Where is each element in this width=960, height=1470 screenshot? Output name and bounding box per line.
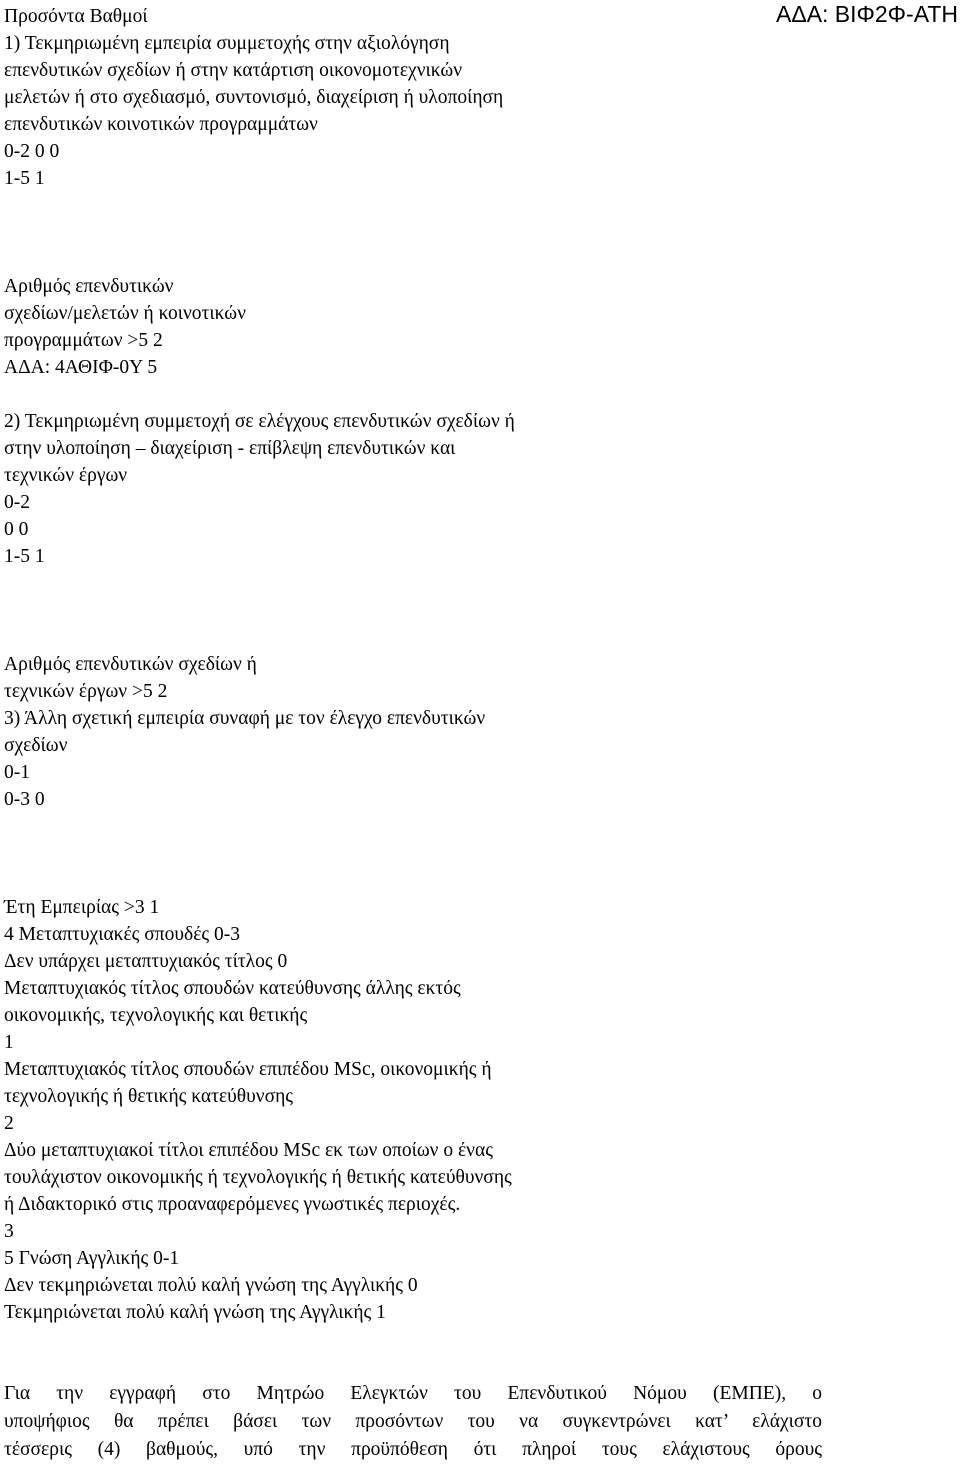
score-line: 0-2	[4, 492, 30, 513]
score-line: τεχνικών έργων >5 2	[4, 681, 168, 702]
text-line: Μεταπτυχιακός τίτλος σπουδών επιπέδου MSc, οικονομικής ή	[4, 1059, 492, 1080]
paragraph-line: Για την εγγραφή στο Μητρώο Ελεγκτών του Επενδυτικού Νόμου (ΕΜΠΕ), ο	[4, 1383, 822, 1404]
text-line: Αριθμός επενδυτικών	[4, 276, 174, 297]
text-line: 4 Μεταπτυχιακές σπουδές 0-3	[4, 924, 240, 945]
score-line: 1-5 1	[4, 546, 45, 567]
text-line: στην υλοποίηση – διαχείριση - επίβλεψη επενδυτικών και	[4, 438, 456, 459]
ada-line: ΑΔΑ: 4ΑΘΙΦ-0Υ 5	[4, 357, 158, 378]
text-line: τεχνολογικής ή θετικής κατεύθυνσης	[4, 1086, 294, 1107]
text-line: Αριθμός επενδυτικών σχεδίων ή	[4, 654, 257, 675]
score-line: Τεκμηριώνεται πολύ καλή γνώση της Αγγλικής 1	[4, 1302, 386, 1323]
score-line: 0-2 0 0	[4, 141, 60, 162]
score-line: 0 0	[4, 519, 29, 540]
text-line: επενδυτικών κοινοτικών προγραμμάτων	[4, 114, 318, 135]
table-header-line: Προσόντα Βαθμοί	[4, 6, 148, 27]
text-line: οικονομικής, τεχνολογικής και θετικής	[4, 1005, 308, 1026]
text-line: τουλάχιστον οικονομικής ή τεχνολογικής ή θετικής κατεύθυνσης	[4, 1167, 512, 1188]
score-line: 1-5 1	[4, 168, 45, 189]
ada-code: ΑΔΑ: ΒΙΦ2Φ-ΑΤΗ	[775, 1, 958, 27]
score-line: 0-1	[4, 762, 30, 783]
score-line: Δεν τεκμηριώνεται πολύ καλή γνώση της Αγγλικής 0	[4, 1275, 418, 1296]
score-line: προγραμμάτων >5 2	[4, 330, 163, 351]
text-line: 1) Τεκμηριωμένη εμπειρία συμμετοχής στην αξιολόγηση	[4, 33, 450, 54]
score-line: 2	[4, 1113, 14, 1134]
paragraph-line: τέσσερις (4) βαθμούς, υπό την προϋπόθεση ότι πληροί τους ελάχιστους όρους	[4, 1439, 822, 1460]
text-line: τεχνικών έργων	[4, 465, 128, 486]
text-line: επενδυτικών σχεδίων ή στην κατάρτιση οικονομοτεχνικών	[4, 60, 463, 81]
text-line: Μεταπτυχιακός τίτλος σπουδών κατεύθυνσης άλλης εκτός	[4, 978, 461, 999]
score-line: Δεν υπάρχει μεταπτυχιακός τίτλος 0	[4, 951, 288, 972]
paragraph-line: υποψήφιος θα πρέπει βάσει των προσόντων του να συγκεντρώνει κατ’ ελάχιστο	[4, 1411, 822, 1432]
text-line: μελετών ή στο σχεδιασμό, συντονισμό, διαχείριση ή υλοποίηση	[4, 87, 504, 108]
text-line: σχεδίων	[4, 735, 68, 756]
text-line: 3) Άλλη σχετική εμπειρία συναφή με τον έλεγχο επενδυτικών	[4, 708, 486, 729]
score-line: 1	[4, 1032, 14, 1053]
score-line: Έτη Εμπειρίας >3 1	[4, 897, 160, 918]
text-line: 5 Γνώση Αγγλικής 0-1	[4, 1248, 180, 1269]
text-line: ή Διδακτορικό στις προαναφερόμενες γνωστικές περιοχές.	[4, 1194, 461, 1215]
text-line: σχεδίων/μελετών ή κοινοτικών	[4, 303, 246, 324]
score-line: 0-3 0	[4, 789, 45, 810]
score-line: 3	[4, 1221, 14, 1242]
text-line: Δύο μεταπτυχιακοί τίτλοι επιπέδου MSc εκ των οποίων ο ένας	[4, 1140, 493, 1161]
text-line: 2) Τεκμηριωμένη συμμετοχή σε ελέγχους επενδυτικών σχεδίων ή	[4, 411, 515, 432]
